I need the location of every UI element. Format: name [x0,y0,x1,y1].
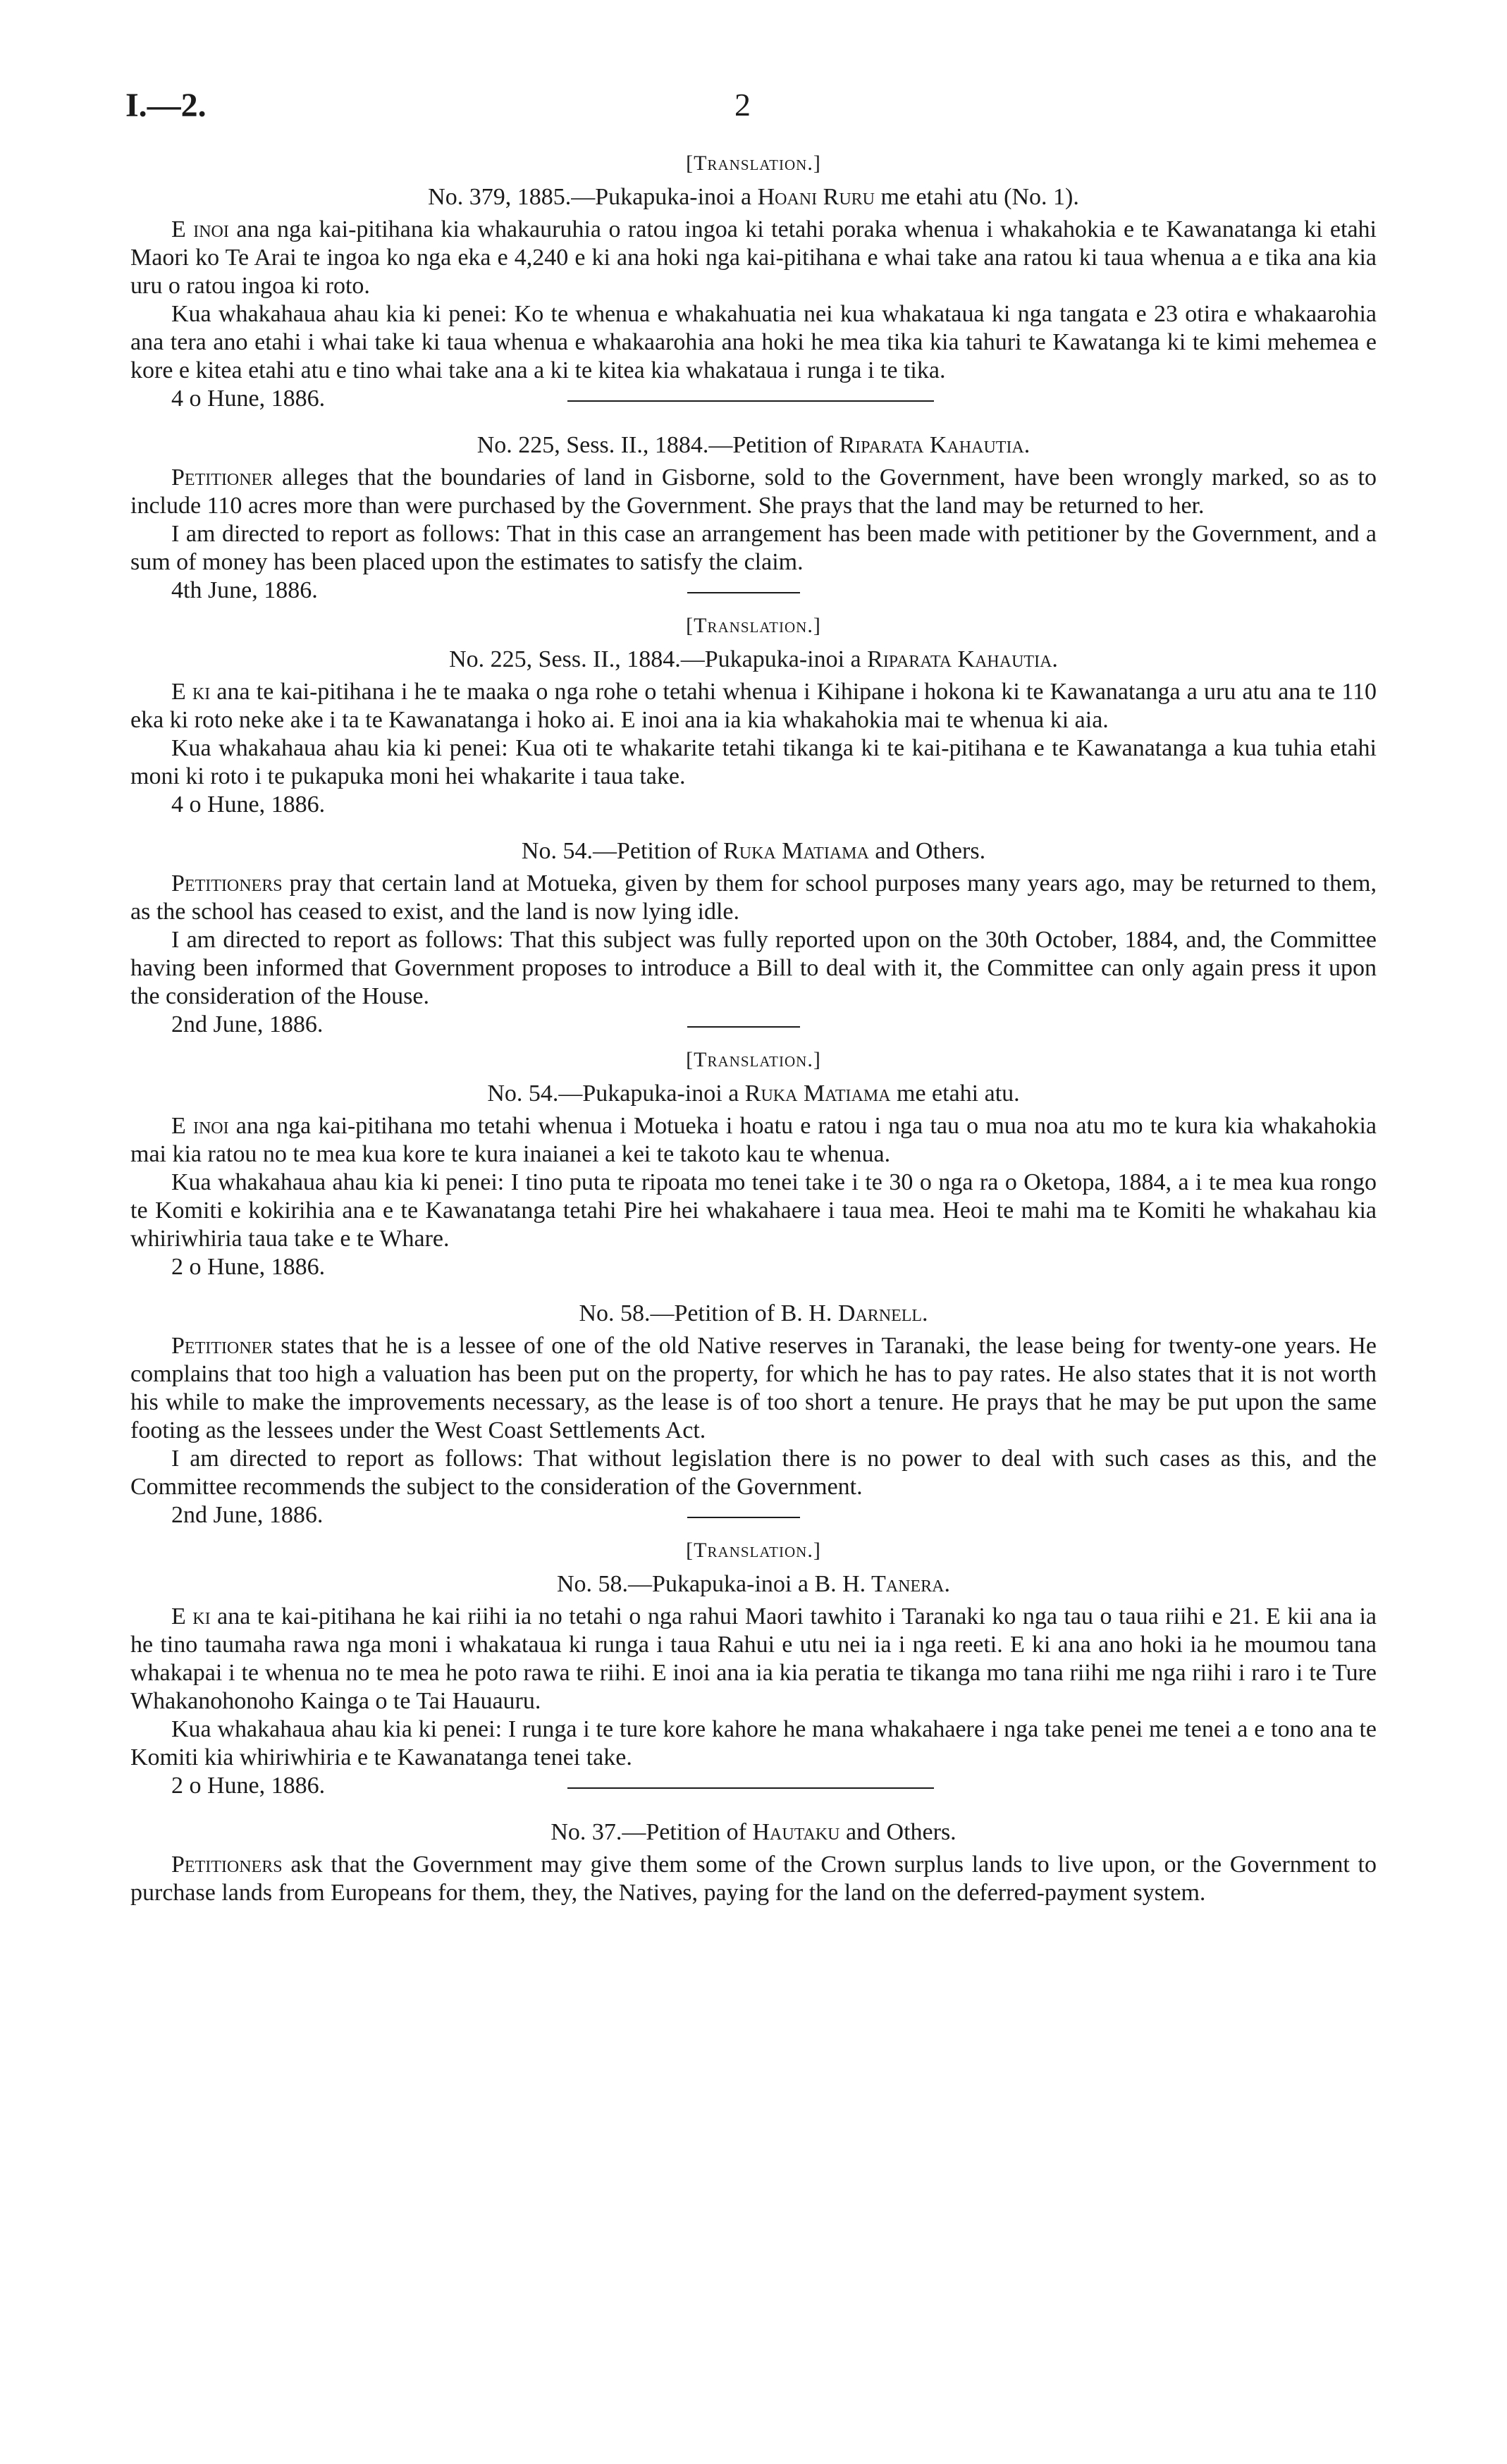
title-prefix: No. 58.—Pukapuka-inoi a [556,1571,815,1597]
date-row [130,577,1377,605]
translation-label: [Translation.] [686,614,821,637]
paragraph-text: pray that certain land at Motueka, given by them for school purposes many years ago, may be returned to them, as the school has ceased to exist, and the land is now lying idle. [130,870,1377,925]
translation-label: [Translation.] [686,152,821,175]
date-row [130,1501,1377,1529]
section-hoani-ruru-translation [130,149,1377,413]
petition-paragraph [130,1851,1377,1907]
petition-paragraph [130,1603,1377,1715]
petitioner-name: Riparata Kahautia [839,432,1024,458]
petitioner-name: Hautaku [752,1819,840,1845]
report-paragraph: Kua whakahaua ahau kia ki penei: Kua oti te whakarite tetahi tikanga ki te kai-pitihana e te Kawanatanga a kua tuhia etahi moni ki roto i te pukapuka moni hei whakarite i taua take. [130,735,1377,789]
date-row [130,385,1377,413]
petitioner-name: B. H. Darnell [780,1300,923,1326]
section-title [130,1570,1377,1598]
title-prefix: No. 54.—Petition of [521,838,724,864]
section-title [130,646,1377,674]
title-prefix: No. 225, Sess. II., 1884.—Pukapuka-inoi a [449,646,868,672]
page-number: 2 [734,87,751,123]
page-header [0,86,1507,135]
date-line: 2 o Hune, 1886. [171,1773,326,1799]
section-divider [687,1026,800,1028]
petition-paragraph [130,870,1377,926]
title-prefix: No. 225, Sess. II., 1884.—Petition of [476,432,839,458]
section-title [130,837,1377,866]
paragraph-text: ana te kai-pitihana i he te maaka o nga rohe o tetahi whenua i Kihipane i hokona ki te Kawanatanga a uru atu ana te 110 eka ki roto neke ake i ta te Kawanatanga i hoko ai. E inoi ana ia kia whakahokia mai te whenua ki aia. [130,679,1377,733]
petition-paragraph [130,216,1377,300]
petition-paragraph [130,1112,1377,1169]
title-prefix: No. 379, 1885.—Pukapuka-inoi a [428,184,758,210]
date-line: 4 o Hune, 1886. [171,386,326,412]
title-suffix: . [944,1571,950,1597]
title-prefix: No. 37.—Petition of [550,1819,753,1845]
section-hautaku [130,1818,1377,1907]
section-divider [687,592,800,593]
section-title [130,183,1377,211]
paragraph-text: ana nga kai-pitihana kia whakauruhia o ratou ingoa ki tetahi poraka whenua i whakahokia e te Kawanatanga ki etahi Maori ko Te Arai te ingoa ko nga eka e 4,240 e ki ana hoki nga kai-pitihana e whai take ana ratou ki taua whenua a e tika ana kia uru o ratou ingoa ki roto. [130,216,1377,299]
title-suffix: me etahi atu (No. 1). [875,184,1079,210]
petitioner-name: Riparata Kahautia [867,646,1052,672]
report-paragraph: I am directed to report as follows: That without legislation there is no power to deal with such cases as this, and the Committee recommends the subject to the consideration of the Government. [130,1446,1377,1500]
paragraph-lead: Petitioner [171,464,273,491]
document-reference: I.—2. [125,87,207,124]
paragraph-lead: Petitioner [171,1333,273,1359]
petition-paragraph [130,678,1377,734]
date-row [130,1772,1377,1800]
section-riparata-kahautia [130,431,1377,605]
date-line: 2nd June, 1886. [171,1502,324,1528]
section-riparata-kahautia-translation [130,612,1377,819]
title-suffix: . [922,1300,928,1326]
petitioner-name: B. H. Tanera [814,1571,945,1597]
section-divider [567,400,934,402]
section-tanera-translation [130,1536,1377,1800]
date-line: 4th June, 1886. [171,577,318,603]
date-line: 4 o Hune, 1886. [171,791,326,818]
translation-label: [Translation.] [686,1048,821,1071]
petitioner-name: Ruka Matiama [723,838,869,864]
paragraph-lead: E ki [171,679,211,705]
petition-paragraph [130,1332,1377,1445]
title-suffix: me etahi atu. [890,1080,1020,1107]
section-divider [567,1787,934,1789]
report-paragraph: I am directed to report as follows: That this subject was fully reported upon on the 30th October, 1884, and, the Committee having been informed that Government proposes to introduce a Bill to deal with it, the Committee can only again press it upon the consideration of the House. [130,927,1377,1009]
translation-label: [Translation.] [686,1539,821,1562]
document-body [130,149,1377,1907]
petitioner-name: Ruka Matiama [744,1080,891,1107]
date-row [130,1011,1377,1039]
date-line: 2nd June, 1886. [171,1011,324,1037]
paragraph-lead: E inoi [171,1113,229,1139]
section-title [130,1300,1377,1328]
title-suffix: . [1052,646,1058,672]
title-suffix: and Others. [839,1819,957,1845]
petition-paragraph [130,464,1377,520]
section-divider [687,1517,800,1518]
section-title [130,1080,1377,1108]
paragraph-text: states that he is a lessee of one of the old Native reserves in Taranaki, the lease being for twenty-one years. He complains that too high a valuation has been put on the property, for which he has to pay rates. He also states that it is not worth his while to make the improvements necessary, as the lease is of too short a tenure. He prays that he may be put upon the same footing as the lessees under the West Coast Settlements Act. [130,1333,1377,1443]
paragraph-text: ask that the Government may give them some of the Crown surplus lands to live upon, or the Government to purchase lands from Europeans for them, they, the Natives, paying for the land on the deferred-payment system. [130,1852,1377,1906]
title-prefix: No. 58.—Petition of [579,1300,781,1326]
section-darnell [130,1300,1377,1529]
title-prefix: No. 54.—Pukapuka-inoi a [487,1080,745,1107]
paragraph-text: alleges that the boundaries of land in Gisborne, sold to the Government, have been wrongly marked, so as to include 110 acres more than were purchased by the Government. She prays that the land may be returned to her. [130,464,1377,519]
section-ruka-matiama [130,837,1377,1039]
report-paragraph: I am directed to report as follows: That in this case an arrangement has been made with petitioner by the Government, and a sum of money has been placed upon the estimates to satisfy the claim. [130,521,1377,575]
title-suffix: and Others. [868,838,986,864]
paragraph-text: ana nga kai-pitihana mo tetahi whenua i Motueka i hoatu e ratou i nga tau o mua noa atu mo te kura kia whakahokia mai kia ratou no te mea kua kore te kura inaianei a kei te takoto kau te whenua. [130,1113,1377,1167]
title-suffix: . [1023,432,1031,458]
section-title [130,431,1377,460]
report-paragraph: Kua whakahaua ahau kia ki penei: I runga i te ture kore kahore he mana whakahaere i nga take penei me tenei a e tono ana te Komiti kia whiriwhiria e te Kawanatanga tenei take. [130,1716,1377,1770]
paragraph-lead: Petitioners [171,870,283,897]
paragraph-text: ana te kai-pitihana he kai riihi ia no tetahi o nga rahui Maori tawhito i Taranaki ko nga tau o taua riihi e 21. E kii ana ia he tino taumaha rawa nga moni i whakataua ki runga i taua Rahui e utu nei ia i nga reeti. E ki ana ano hoki ia he moumou tana whakapai i te whenua no te mea he poto rawa te riihi. E inoi ana ia kia peratia te tikanga mo tana riihi me nga riihi i raro i te Ture Whakanohonoho Kainga o te Tai Hauauru. [130,1603,1377,1714]
section-ruka-matiama-translation [130,1046,1377,1281]
paragraph-lead: E inoi [171,216,229,242]
report-paragraph: Kua whakahaua ahau kia ki penei: Ko te whenua e whakahuatia nei kua whakataua ki nga tangata e 23 otira e whakaarohia ana tera ano etahi i whai take ki taua whenua e whakaarohia ana hoki he mea tika kia tahuri te Kawatanga ki te kimi mehemea e kore e kitea etahi atu e tino whai take ana a ki te kitea kia whakataua i runga i te tika. [130,301,1377,383]
paragraph-lead: Petitioners [171,1852,283,1878]
report-paragraph: Kua whakahaua ahau kia ki penei: I tino puta te ripoata mo tenei take i te 30 o nga ra o Oketopa, 1884, a i te mea kua rongo te Komiti e kokirihia ana e te Kawanatanga tetahi Pire hei whakahaere i taua mea. Heoi te mahi ma te Komiti he whakahau kia whiriwhiria taua take e te Whare. [130,1169,1377,1252]
petitioner-name: Hoani Ruru [757,184,875,210]
paragraph-lead: E ki [171,1603,211,1630]
date-line: 2 o Hune, 1886. [171,1254,326,1280]
section-title [130,1818,1377,1847]
